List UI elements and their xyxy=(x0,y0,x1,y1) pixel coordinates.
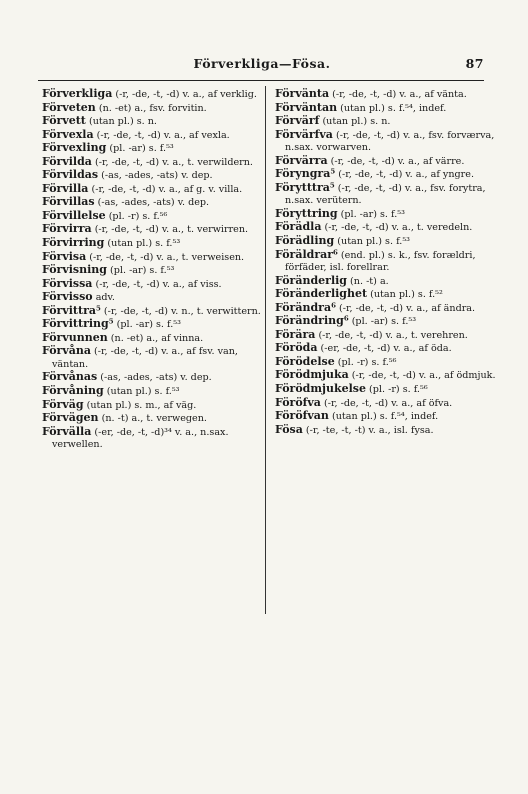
entry-headword: Förvittring⁵ xyxy=(42,317,114,331)
entry-headword: Förädling xyxy=(275,234,335,248)
dictionary-entry xyxy=(42,210,264,224)
entry-definition: (n. -et) a., fsv. forvitin. xyxy=(95,102,207,114)
entry-definition: (-r, -de, -t, -d) v. a., t. verweisen. xyxy=(86,251,245,263)
dictionary-entry xyxy=(42,278,264,292)
entry-definition: (-as, -ades, -ats) v. dep. xyxy=(97,372,212,384)
dictionary-entry xyxy=(42,156,264,170)
entry-definition: (pl. -ar) s. f.⁵³ xyxy=(113,319,181,331)
entry-headword: Förväg xyxy=(42,397,84,411)
dictionary-entry xyxy=(42,88,264,102)
entry-headword: Förvilla xyxy=(42,181,89,195)
entry-definition: (utan pl.) s. f.⁵³ xyxy=(103,386,180,398)
dictionary-entry xyxy=(275,356,497,370)
entry-definition: (n. -et) a., af vinna. xyxy=(107,332,204,344)
entry-headword: Förödmjukelse xyxy=(275,382,366,396)
dictionary-entry xyxy=(275,182,497,208)
entry-definition: (-r, -te, -t, -t) v. a., isl. fysa. xyxy=(302,424,434,436)
entry-definition: (-as, -ades, -ats) v. dep. xyxy=(94,197,210,209)
entry-definition: (utan pl.) s. f.⁵⁴, indef. xyxy=(337,102,447,114)
dictionary-entry xyxy=(275,168,497,182)
entry-headword: Förverkliga xyxy=(42,87,113,100)
dictionary-entry xyxy=(42,237,264,251)
entry-definition: (-r, -de, -t, -d) v. a., t. verwirren. xyxy=(91,224,249,236)
entry-headword: Förvåning xyxy=(42,384,104,398)
entry-definition: (-r, -de, -t, -d) v. a., t. verwildern. xyxy=(91,156,253,168)
dictionary-entry xyxy=(275,221,497,235)
running-header xyxy=(40,56,484,74)
entry-headword: Förändra⁶ xyxy=(275,300,336,314)
entry-definition: (pl. -r) s. f.⁵⁶ xyxy=(334,356,397,368)
page-number: 87 xyxy=(465,56,484,71)
dictionary-entry xyxy=(42,264,264,278)
entry-headword: Förvälla xyxy=(42,424,92,438)
dictionary-entry xyxy=(42,412,264,426)
dictionary-entry xyxy=(42,385,264,399)
entry-definition: (utan pl.) s. f.⁵⁴, indef. xyxy=(328,411,439,423)
left-column xyxy=(42,88,264,452)
dictionary-entry xyxy=(42,196,264,210)
entry-headword: Förveten xyxy=(42,100,96,114)
dictionary-entry xyxy=(42,251,264,265)
dictionary-entry xyxy=(42,371,264,385)
entry-headword: Föränderlig xyxy=(275,273,347,287)
dictionary-entry xyxy=(42,345,264,371)
dictionary-entry xyxy=(275,235,497,249)
dictionary-entry xyxy=(275,208,497,222)
entry-headword: Förvånas xyxy=(42,370,98,384)
entry-headword: Förändring⁶ xyxy=(275,314,349,328)
entry-headword: Förvärra xyxy=(275,153,328,167)
dictionary-entry xyxy=(275,288,497,302)
entry-headword: Förytttra⁵ xyxy=(275,180,335,194)
page-title: Förverkliga—Fösa. xyxy=(193,56,331,71)
dictionary-entry xyxy=(275,369,497,383)
dictionary-entry xyxy=(275,329,497,343)
entry-headword: Föryngra⁵ xyxy=(275,167,336,181)
entry-headword: Förvägen xyxy=(42,411,99,425)
dictionary-entry xyxy=(42,291,264,305)
dictionary-entry xyxy=(275,397,497,411)
entry-headword: Förvisning xyxy=(42,263,107,277)
dictionary-entry xyxy=(42,169,264,183)
dictionary-entry xyxy=(42,305,264,319)
entry-headword: Förvillas xyxy=(42,195,95,209)
dictionary-entry xyxy=(275,102,497,116)
entry-headword: Förvittra⁵ xyxy=(42,303,101,317)
entry-definition: (-r, -de, -t, -d) v. a., t. veredeln. xyxy=(321,222,473,234)
entry-headword: Föröfvan xyxy=(275,409,329,423)
entry-definition: (-r, -de, -t, -d) v. a., t. verehren. xyxy=(315,329,468,341)
entry-definition: (end. pl.) s. k., fsv. forældri, förfäder, isl. forellrar. xyxy=(285,249,476,274)
entry-definition: adv. xyxy=(92,292,115,304)
dictionary-entry xyxy=(42,115,264,129)
entry-headword: Föröfva xyxy=(275,395,321,409)
dictionary-entry xyxy=(275,115,497,129)
entry-definition: (-r, -de, -t, -d) v. a., fsv. forytra, n.sax. verütern. xyxy=(285,182,486,207)
entry-definition: (-r, -de, -t, -d) v. a., af vänta. xyxy=(329,89,467,100)
entry-headword: Förvildas xyxy=(42,168,99,182)
dictionary-entry xyxy=(42,332,264,346)
dictionary-entry xyxy=(42,318,264,332)
entry-headword: Förvillelse xyxy=(42,208,106,222)
entry-headword: Förödmjuka xyxy=(275,368,349,382)
entry-definition: (utan pl.) s. f.⁵² xyxy=(367,289,443,301)
entry-definition: (n. -t) a. xyxy=(347,275,389,287)
entry-definition: (utan pl.) s. f.⁵³ xyxy=(104,238,181,250)
entry-headword: Förvissa xyxy=(42,276,93,290)
entry-definition: (-r, -de, -t, -d) v. a., af vexla. xyxy=(93,129,230,141)
entry-definition: (pl. -ar) s. f.⁵³ xyxy=(348,316,417,328)
entry-definition: (utan pl.) s. n. xyxy=(319,116,391,128)
dictionary-entry xyxy=(275,155,497,169)
dictionary-entry xyxy=(42,223,264,237)
entry-definition: (-r, -de, -t, -d) v. a., fsv. forværva, n.sax. vorwarven. xyxy=(285,129,495,154)
right-column xyxy=(275,88,497,437)
entry-headword: Förvärf xyxy=(275,114,320,128)
entry-headword: Förvåna xyxy=(42,344,91,358)
entry-definition: (-er, -de, -t, -d) v. a., af öda. xyxy=(317,343,452,355)
entry-headword: Förvänta xyxy=(275,87,330,100)
entry-headword: Förvilda xyxy=(42,154,92,168)
dictionary-entry xyxy=(275,88,497,102)
entry-headword: Förvirra xyxy=(42,222,92,236)
entry-definition: (-r, -de, -t, -d) v. a., af viss. xyxy=(92,278,222,290)
entry-headword: Förvexling xyxy=(42,141,107,155)
dictionary-entry xyxy=(275,410,497,424)
dictionary-entry xyxy=(275,249,497,275)
dictionary-entry xyxy=(275,424,497,438)
entry-definition: (-r, -de, -t, -d) v. n., t. verwittern. xyxy=(100,305,261,317)
header-rule xyxy=(38,80,484,81)
entry-definition: (pl. -ar) s. f.⁵³ xyxy=(337,208,405,220)
entry-definition: (utan pl.) s. f.⁵³ xyxy=(334,236,411,248)
entry-headword: Förvisso xyxy=(42,290,93,304)
entry-definition: (-r, -de, -t, -d) v. a., af ändra. xyxy=(335,302,476,314)
dictionary-entry xyxy=(42,142,264,156)
entry-headword: Förvunnen xyxy=(42,330,108,344)
entry-definition: (utan pl.) s. n. xyxy=(85,116,157,128)
entry-headword: Förväntan xyxy=(275,100,338,114)
entry-definition: (pl. -ar) s. f.⁵³ xyxy=(106,143,174,155)
dictionary-entry xyxy=(42,102,264,116)
entry-headword: Förädla xyxy=(275,220,322,234)
entry-definition: (pl. -r) s. f.⁵⁶ xyxy=(105,210,168,222)
dictionary-entry xyxy=(275,383,497,397)
entry-definition: (-r, -de, -t, -d) v. a., af ödmjuk. xyxy=(348,370,496,382)
column-divider xyxy=(265,86,266,614)
entry-headword: Förvett xyxy=(42,114,86,128)
entry-definition: (-r, -de, -t, -d) v. a., af yngre. xyxy=(335,169,474,181)
entry-definition: (-er, -de, -t, -d)³⁴ v. a., n.sax. verwellen. xyxy=(52,426,229,451)
entry-definition: (-r, -de, -t, -d) v. a., af verklig. xyxy=(112,89,257,100)
entry-definition: (pl. -r) s. f.⁵⁶ xyxy=(365,384,428,396)
entry-definition: (n. -t) a., t. verwegen. xyxy=(98,413,207,425)
dictionary-entry xyxy=(275,129,497,155)
entry-headword: Förödelse xyxy=(275,354,335,368)
entry-definition: (-r, -de, -t, -d) v. a., af öfva. xyxy=(320,397,453,409)
dictionary-entry xyxy=(275,342,497,356)
dictionary-entry xyxy=(275,315,497,329)
entry-headword: Förvärfva xyxy=(275,127,333,141)
entry-headword: Förvisa xyxy=(42,249,87,263)
entry-definition: (pl. -ar) s. f.⁵³ xyxy=(106,265,175,277)
entry-headword: Föröda xyxy=(275,341,318,355)
entry-headword: Fösa xyxy=(275,422,303,436)
entry-definition: (-as, -ades, -ats) v. dep. xyxy=(98,170,213,182)
entry-definition: (utan pl.) s. m., af väg. xyxy=(83,399,197,411)
entry-headword: Föryttring xyxy=(275,206,338,220)
entry-definition: (-r, -de, -t, -d) v. a., af g. v. villa. xyxy=(88,183,243,195)
entry-headword: Föränderlighet xyxy=(275,287,368,301)
entry-definition: (-r, -de, -t, -d) v. a., af fsv. van, väntan. xyxy=(52,346,238,370)
dictionary-entry xyxy=(275,302,497,316)
entry-headword: Förära xyxy=(275,327,316,341)
dictionary-entry xyxy=(42,399,264,413)
entry-definition: (-r, -de, -t, -d) v. a., af värre. xyxy=(327,155,465,167)
entry-headword: Förvexla xyxy=(42,127,94,141)
entry-headword: Föräldrar⁶ xyxy=(275,247,338,261)
dictionary-entry xyxy=(42,183,264,197)
dictionary-entry xyxy=(42,129,264,143)
dictionary-entry xyxy=(42,426,264,452)
entry-headword: Förvirring xyxy=(42,236,105,250)
dictionary-entry xyxy=(275,275,497,289)
